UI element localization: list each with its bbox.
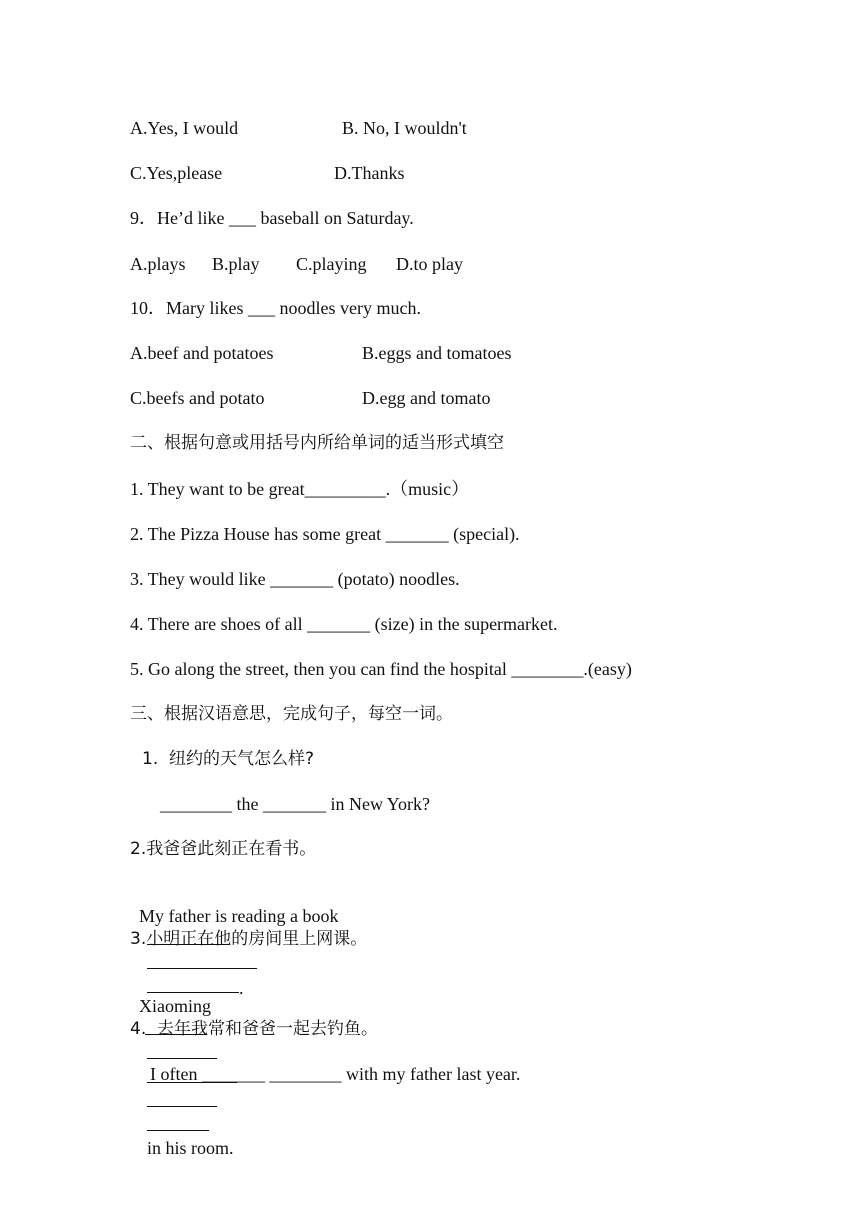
section-2-item-4: 4. There are shoes of all _______ (size) in the supermarket. bbox=[130, 614, 558, 634]
q10-option-d: D.egg and tomato bbox=[362, 388, 491, 408]
q9-stem: 9．He’d like ___ baseball on Saturday. bbox=[130, 208, 414, 228]
section-2-item-5: 5. Go along the street, then you can find the hospital ________.(easy) bbox=[130, 659, 632, 679]
q10-option-c: C.beefs and potato bbox=[130, 388, 265, 408]
section-3-heading: 三、根据汉语意思，完成句子，每空一词。 bbox=[130, 704, 453, 724]
q10-option-a: A.beef and potatoes bbox=[130, 343, 274, 363]
section-3-q2-text-end: . bbox=[239, 978, 244, 998]
section-3-q4-english: I often _______ ________ with my father last year. bbox=[150, 1064, 521, 1084]
q9-option-a: A.plays bbox=[130, 254, 186, 274]
section-3-q4-chinese: 4. 去年我常和爸爸一起去钓鱼。 bbox=[130, 1019, 379, 1039]
q8-option-b: B. No, I wouldn't bbox=[342, 118, 467, 138]
section-3-q2-chinese: 2.我爸爸此刻正在看书。 bbox=[130, 839, 317, 859]
section-3-q3-text-end: in his room. bbox=[147, 1138, 234, 1158]
blank-line bbox=[147, 950, 257, 969]
q8-option-d: D.Thanks bbox=[334, 163, 405, 183]
section-2-item-1: 1. They want to be great_________.（music） bbox=[130, 479, 470, 499]
section-2-heading: 二、根据句意或用括号内所给单词的适当形式填空 bbox=[130, 433, 504, 453]
blank-line bbox=[147, 1040, 217, 1059]
q10-stem: 10．Mary likes ___ noodles very much. bbox=[130, 298, 421, 318]
section-3-q3-chinese: 3.小明正在他的房间里上网课。 bbox=[130, 929, 368, 949]
q9-option-c: C.playing bbox=[296, 254, 367, 274]
section-2-item-2: 2. The Pizza House has some great _______ (special). bbox=[130, 524, 520, 544]
section-3-q1-chinese: 1. 纽约的天气怎么样? bbox=[142, 749, 315, 769]
section-3-q3-text-start: Xiaoming bbox=[139, 996, 211, 1016]
section-2-item-3: 3. They would like _______ (potato) noodles. bbox=[130, 569, 460, 589]
section-3-q1-english: ________ the _______ in New York? bbox=[160, 794, 430, 814]
q9-option-b: B.play bbox=[212, 254, 260, 274]
q8-option-c: C.Yes,please bbox=[130, 163, 223, 183]
blank-line bbox=[147, 1112, 209, 1131]
section-3-q2-text-start: My father is reading a book bbox=[139, 906, 339, 926]
q10-option-b: B.eggs and tomatoes bbox=[362, 343, 512, 363]
q9-option-d: D.to play bbox=[396, 254, 463, 274]
blank-line bbox=[147, 1088, 217, 1107]
q8-option-a: A.Yes, I would bbox=[130, 118, 239, 138]
